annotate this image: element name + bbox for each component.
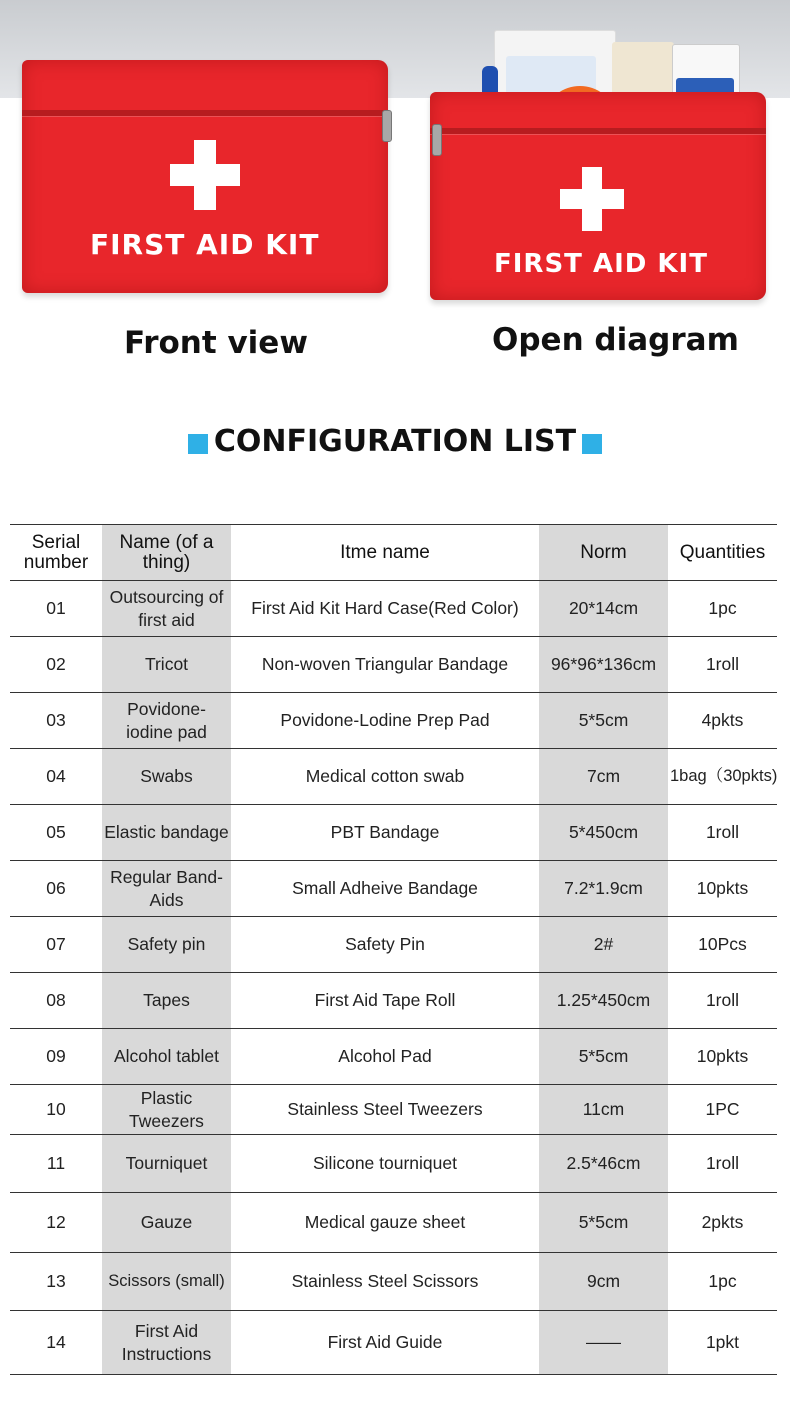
cell-qty: 1roll [668,805,777,861]
cell-qty: 4pkts [668,693,777,749]
table-header-row [10,525,777,581]
cell-qty: 10pkts [668,861,777,917]
cell-item: Alcohol Pad [231,1029,539,1085]
cell-serial: 07 [10,917,102,973]
cell-norm: 5*5cm [539,1029,668,1085]
cell-item: First Aid Guide [231,1311,539,1375]
open-diagram-caption: Open diagram [492,322,739,358]
configuration-table [10,524,777,1375]
cell-serial: 05 [10,805,102,861]
table-row [10,917,777,973]
cell-item: Medical cotton swab [231,749,539,805]
table-row [10,805,777,861]
cell-qty: 1pc [668,1253,777,1311]
cell-norm: 7cm [539,749,668,805]
zipper [22,110,388,116]
cell-qty: 1roll [668,973,777,1029]
front-kit-label: FIRST AID KIT [90,228,320,261]
table-row [10,1193,777,1253]
cell-serial: 04 [10,749,102,805]
header-item: Itme name [231,525,539,581]
cell-name: Tourniquet [102,1135,231,1193]
header-name: Name (of a thing) [102,525,231,581]
front-view-caption: Front view [124,325,308,361]
cell-serial: 10 [10,1085,102,1135]
header-qty: Quantities [668,525,777,581]
cell-name: First Aid Instructions [102,1311,231,1375]
cell-name: Gauze [102,1193,231,1253]
cell-norm: 9cm [539,1253,668,1311]
cell-name: Swabs [102,749,231,805]
table-row [10,1311,777,1375]
cell-qty: 1PC [668,1085,777,1135]
cell-norm: —— [539,1311,668,1375]
cell-name: Safety pin [102,917,231,973]
cell-serial: 01 [10,581,102,637]
table-row [10,1029,777,1085]
cell-item: Stainless Steel Tweezers [231,1085,539,1135]
cell-qty: 10Pcs [668,917,777,973]
cell-norm: 96*96*136cm [539,637,668,693]
table-row [10,1135,777,1193]
cell-item: First Aid Tape Roll [231,973,539,1029]
cell-qty: 1roll [668,637,777,693]
cell-norm: 2# [539,917,668,973]
product-photos [0,0,790,400]
cell-name: Regular Band-Aids [102,861,231,917]
table-row [10,1253,777,1311]
cell-norm: 7.2*1.9cm [539,861,668,917]
table-row [10,973,777,1029]
cell-name: Povidone-iodine pad [102,693,231,749]
cell-item: Stainless Steel Scissors [231,1253,539,1311]
cell-name: Elastic bandage [102,805,231,861]
header-norm: Norm [539,525,668,581]
cell-norm: 5*450cm [539,805,668,861]
cell-serial: 02 [10,637,102,693]
cell-norm: 5*5cm [539,1193,668,1253]
cell-item: Safety Pin [231,917,539,973]
open-kit-label: FIRST AID KIT [494,249,708,279]
cell-qty: 1roll [668,1135,777,1193]
cell-item: Medical gauze sheet [231,1193,539,1253]
cell-name: Scissors (small) [102,1253,231,1311]
cell-norm: 1.25*450cm [539,973,668,1029]
cell-item: Small Adheive Bandage [231,861,539,917]
cell-norm: 11cm [539,1085,668,1135]
table-row [10,693,777,749]
table-row [10,581,777,637]
cell-serial: 03 [10,693,102,749]
cell-item: PBT Bandage [231,805,539,861]
table-row [10,861,777,917]
cell-serial: 09 [10,1029,102,1085]
cell-item: Silicone tourniquet [231,1135,539,1193]
cell-serial: 13 [10,1253,102,1311]
table-row [10,749,777,805]
cell-item: Non-woven Triangular Bandage [231,637,539,693]
first-aid-cross-icon [560,167,624,231]
cell-item: Povidone-Lodine Prep Pad [231,693,539,749]
first-aid-cross-icon [170,140,240,210]
cell-serial: 08 [10,973,102,1029]
cell-item: First Aid Kit Hard Case(Red Color) [231,581,539,637]
cell-qty: 10pkts [668,1029,777,1085]
zipper-pull [432,124,442,156]
cell-qty: 1bag（30pkts) [668,749,777,805]
cell-name: Plastic Tweezers [102,1085,231,1135]
cell-qty: 1pc [668,581,777,637]
cell-serial: 11 [10,1135,102,1193]
cell-name: Alcohol tablet [102,1029,231,1085]
cell-qty: 1pkt [668,1311,777,1375]
cell-norm: 2.5*46cm [539,1135,668,1193]
cell-serial: 14 [10,1311,102,1375]
cell-name: Tapes [102,973,231,1029]
section-title: CONFIGURATION LIST [213,424,577,459]
cell-name: Tricot [102,637,231,693]
cell-qty: 2pkts [668,1193,777,1253]
cell-name: Outsourcing of first aid [102,581,231,637]
cell-norm: 5*5cm [539,693,668,749]
accent-square-right [582,434,602,454]
zipper [430,128,766,134]
table-row [10,637,777,693]
zipper-pull [382,110,392,142]
cell-serial: 06 [10,861,102,917]
table-row [10,1085,777,1135]
header-serial: Serial number [10,525,102,581]
cell-serial: 12 [10,1193,102,1253]
cell-norm: 20*14cm [539,581,668,637]
